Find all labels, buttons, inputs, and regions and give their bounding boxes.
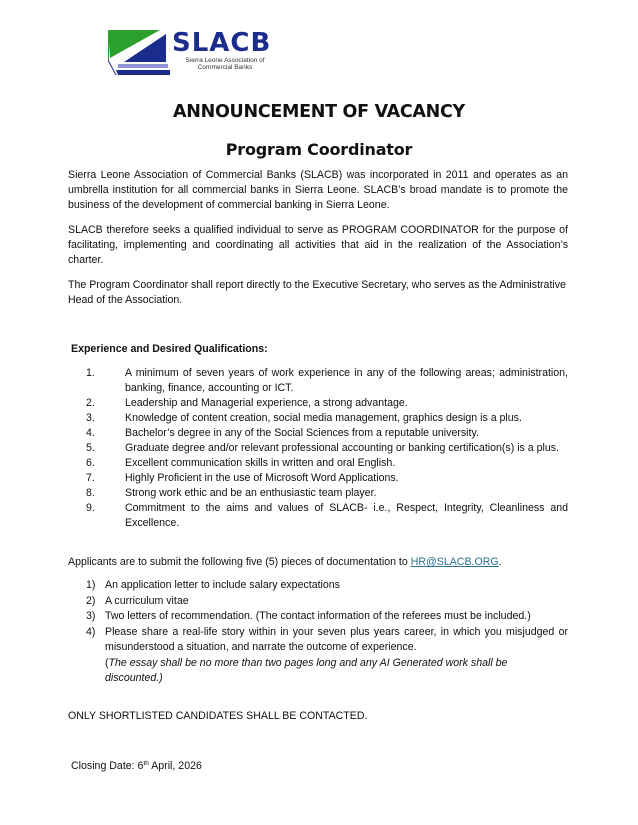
item-number: 4. bbox=[86, 427, 95, 439]
closing-date-label: Closing Date: 6 bbox=[71, 760, 144, 772]
documents-list bbox=[86, 578, 568, 687]
paren: ( bbox=[105, 656, 109, 669]
list-item bbox=[86, 501, 568, 531]
logo-subtitle bbox=[180, 57, 270, 71]
list-item bbox=[86, 578, 568, 594]
item-text: Highly Proficient in the use of Microsoft Word Applications. bbox=[125, 472, 399, 484]
logo-subtitle-line1: Sierra Leone Association of bbox=[185, 57, 265, 64]
item-text: Leadership and Managerial experience, a strong advantage. bbox=[125, 397, 408, 409]
qualifications-heading: Experience and Desired Qualifications: bbox=[71, 343, 268, 355]
list-item bbox=[86, 441, 568, 456]
list-item bbox=[86, 625, 568, 687]
item-number: 3. bbox=[86, 412, 95, 424]
list-item bbox=[86, 486, 568, 501]
email-link[interactable]: HR@SLACB.ORG bbox=[410, 556, 499, 568]
ordinal-suffix: th bbox=[143, 760, 149, 767]
list-item bbox=[86, 426, 568, 441]
list-item bbox=[86, 411, 568, 426]
item-text: A minimum of seven years of work experience in any of the following areas; administration, banking, finance, accounting or ICT. bbox=[125, 367, 568, 394]
intro-paragraph-2: SLACB therefore seeks a qualified individual to serve as PROGRAM COORDINATOR for the purpose of facilitating, implementing and coordinating all activities that aid in the realization of the Association’s charter. bbox=[68, 224, 568, 266]
list-item bbox=[86, 471, 568, 486]
shortlist-notice: ONLY SHORTLISTED CANDIDATES SHALL BE CONTACTED. bbox=[68, 710, 368, 722]
closing-date bbox=[71, 760, 202, 772]
essay-note bbox=[105, 656, 568, 687]
item-text: Excellent communication skills in written and oral English. bbox=[125, 457, 396, 469]
essay-note-text: The essay shall be no more than two pages long and any AI Generated work shall be discounted.) bbox=[105, 656, 508, 684]
item-text: Please share a real-life story within in your seven plus years career, in which you misjudged or misunderstood a situation, and narrate the outcome of experience. bbox=[105, 625, 568, 653]
list-item bbox=[86, 594, 568, 610]
item-text: Two letters of recommendation. (The contact information of the referees must be included.) bbox=[105, 610, 531, 622]
item-number: 6. bbox=[86, 457, 95, 469]
application-intro-text: Applicants are to submit the following five (5) pieces of documentation to bbox=[68, 556, 411, 568]
document-title: ANNOUNCEMENT OF VACANCY bbox=[173, 102, 465, 122]
list-item bbox=[86, 396, 568, 411]
position-title: Program Coordinator bbox=[225, 140, 413, 159]
closing-date-rest: April, 2026 bbox=[148, 760, 202, 772]
logo-wordmark: SLACB bbox=[172, 28, 272, 58]
item-number: 9. bbox=[86, 502, 95, 514]
list-item bbox=[86, 366, 568, 396]
item-text: Knowledge of content creation, social media management, graphics design is a plus. bbox=[125, 412, 522, 424]
item-number: 5. bbox=[86, 442, 95, 454]
logo-subtitle-line2: Commercial Banks bbox=[197, 64, 253, 71]
item-number: 2) bbox=[86, 594, 96, 607]
list-item bbox=[86, 609, 568, 625]
item-text: A curriculum vitae bbox=[105, 594, 189, 607]
item-number: 2. bbox=[86, 397, 95, 409]
item-text: Graduate degree and/or relevant professional accounting or banking certification(s) is a plus. bbox=[125, 442, 560, 454]
item-number: 1. bbox=[86, 367, 95, 379]
logo-emblem-icon bbox=[108, 28, 172, 76]
slacb-logo bbox=[108, 28, 283, 76]
item-number: 8. bbox=[86, 487, 95, 499]
application-instructions bbox=[68, 556, 502, 568]
item-number: 1) bbox=[86, 579, 96, 591]
item-number: 7. bbox=[86, 472, 95, 484]
item-text: Commitment to the aims and values of SLACB- i.e., Respect, Integrity, Cleanliness and Excellence. bbox=[125, 502, 568, 529]
list-item bbox=[86, 456, 568, 471]
item-number: 4) bbox=[86, 625, 96, 638]
item-text: An application letter to include salary expectations bbox=[105, 579, 340, 591]
intro-paragraph-3: The Program Coordinator shall report directly to the Executive Secretary, who serves as the Administrative Head of the Association. bbox=[68, 279, 566, 306]
item-text: Bachelor’s degree in any of the Social Sciences from a reputable university. bbox=[125, 427, 479, 439]
punctuation: . bbox=[498, 556, 502, 568]
item-number: 3) bbox=[86, 610, 96, 622]
intro-paragraph-1: Sierra Leone Association of Commercial Banks (SLACB) was incorporated in 2011 and operates as an umbrella institution for all commercial banks in Sierra Leone. SLACB’s broad mandate is to promote the business of the development of commercial banking in Sierra Leone. bbox=[68, 169, 568, 211]
item-text: Strong work ethic and be an enthusiastic team player. bbox=[125, 487, 377, 499]
qualifications-list bbox=[86, 366, 568, 531]
